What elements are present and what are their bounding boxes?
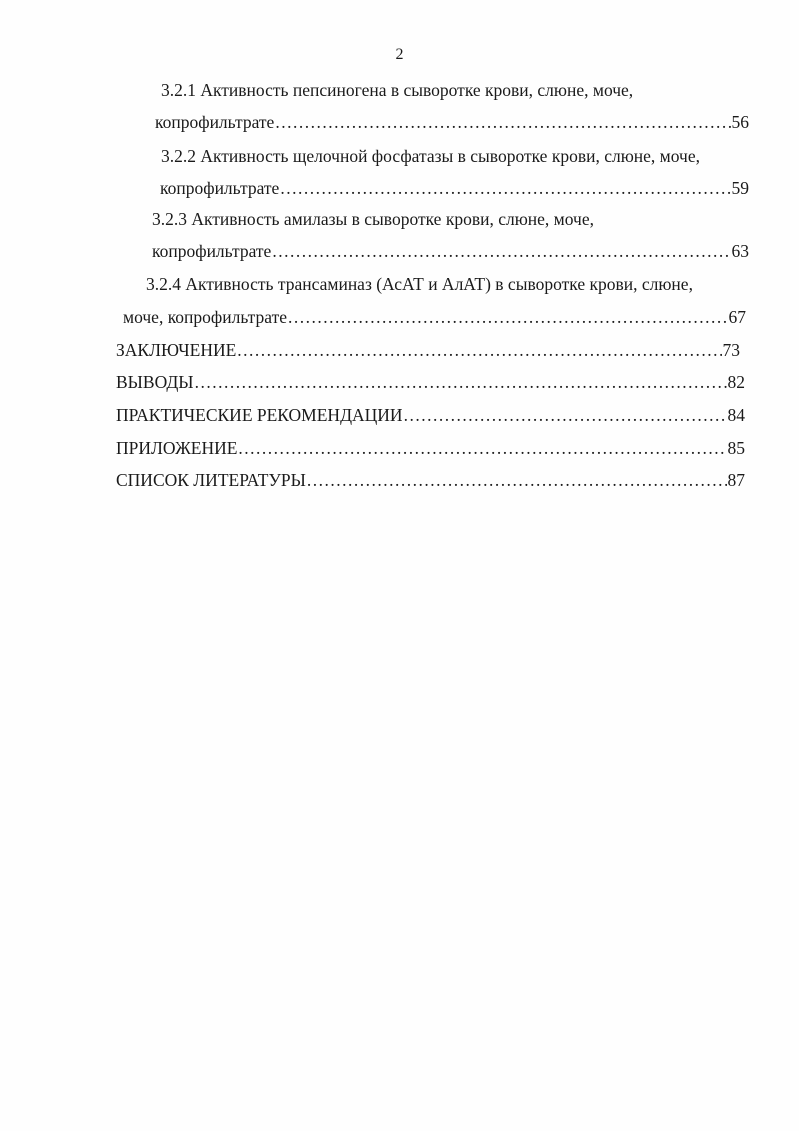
dot-leader xyxy=(280,177,730,199)
toc-item-3-2-1-title: 3.2.1 Активность пепсиногена в сыворотке крови, слюне, моче, xyxy=(161,80,634,100)
toc-section-title: ЗАКЛЮЧЕНИЕ xyxy=(116,340,237,360)
toc-item-3-2-2-text: копрофильтрате xyxy=(160,178,280,198)
toc-item-3-2-3-text: копрофильтрате xyxy=(152,241,272,261)
toc-item-3-2-1-entry xyxy=(155,111,749,133)
toc-item-3-2-4-text: моче, копрофильтрате xyxy=(123,307,288,327)
dot-leader xyxy=(288,306,727,328)
toc-item-3-2-4-page: 67 xyxy=(728,307,746,327)
page-number: 2 xyxy=(395,46,404,63)
toc-section-page: 84 xyxy=(727,405,745,425)
toc-item-3-2-4-title: 3.2.4 Активность трансаминаз (АсАТ и АлАТ) в сыворотке крови, слюне, xyxy=(146,274,693,294)
toc-item-3-2-3-title: 3.2.3 Активность амилазы в сыворотке крови, слюне, моче, xyxy=(152,209,594,229)
dot-leader xyxy=(275,111,730,133)
toc-item-3-2-3-entry xyxy=(152,240,749,262)
toc-section-title: СПИСОК ЛИТЕРАТУРЫ xyxy=(116,470,306,490)
toc-item-3-2-1-text: копрофильтрате xyxy=(155,112,275,132)
toc-section-appendix xyxy=(116,437,745,459)
dot-leader xyxy=(237,339,721,361)
toc-section-page: 73 xyxy=(722,340,740,360)
toc-item-3-2-3-page: 63 xyxy=(731,241,749,261)
dot-leader xyxy=(404,404,727,426)
toc-item-3-2-2-page: 59 xyxy=(731,178,749,198)
dot-leader xyxy=(272,240,730,262)
dot-leader xyxy=(238,437,726,459)
dot-leader xyxy=(307,469,727,491)
toc-section-title: ПРАКТИЧЕСКИЕ РЕКОМЕНДАЦИИ xyxy=(116,405,403,425)
toc-section-title: ВЫВОДЫ xyxy=(116,372,194,392)
toc-item-3-2-2-entry xyxy=(160,177,749,199)
toc-section-conclusion xyxy=(116,339,740,361)
toc-item-3-2-2-title: 3.2.2 Активность щелочной фосфатазы в сыворотке крови, слюне, моче, xyxy=(161,146,700,166)
dot-leader xyxy=(195,371,727,393)
toc-section-page: 87 xyxy=(727,470,745,490)
toc-item-3-2-4-entry xyxy=(123,306,746,328)
toc-item-3-2-1-page: 56 xyxy=(731,112,749,132)
toc-section-recommendations xyxy=(116,404,745,426)
toc-section-references xyxy=(116,469,745,491)
toc-section-page: 85 xyxy=(727,438,745,458)
toc-section-findings xyxy=(116,371,745,393)
toc-section-page: 82 xyxy=(727,372,745,392)
toc-section-title: ПРИЛОЖЕНИЕ xyxy=(116,438,238,458)
